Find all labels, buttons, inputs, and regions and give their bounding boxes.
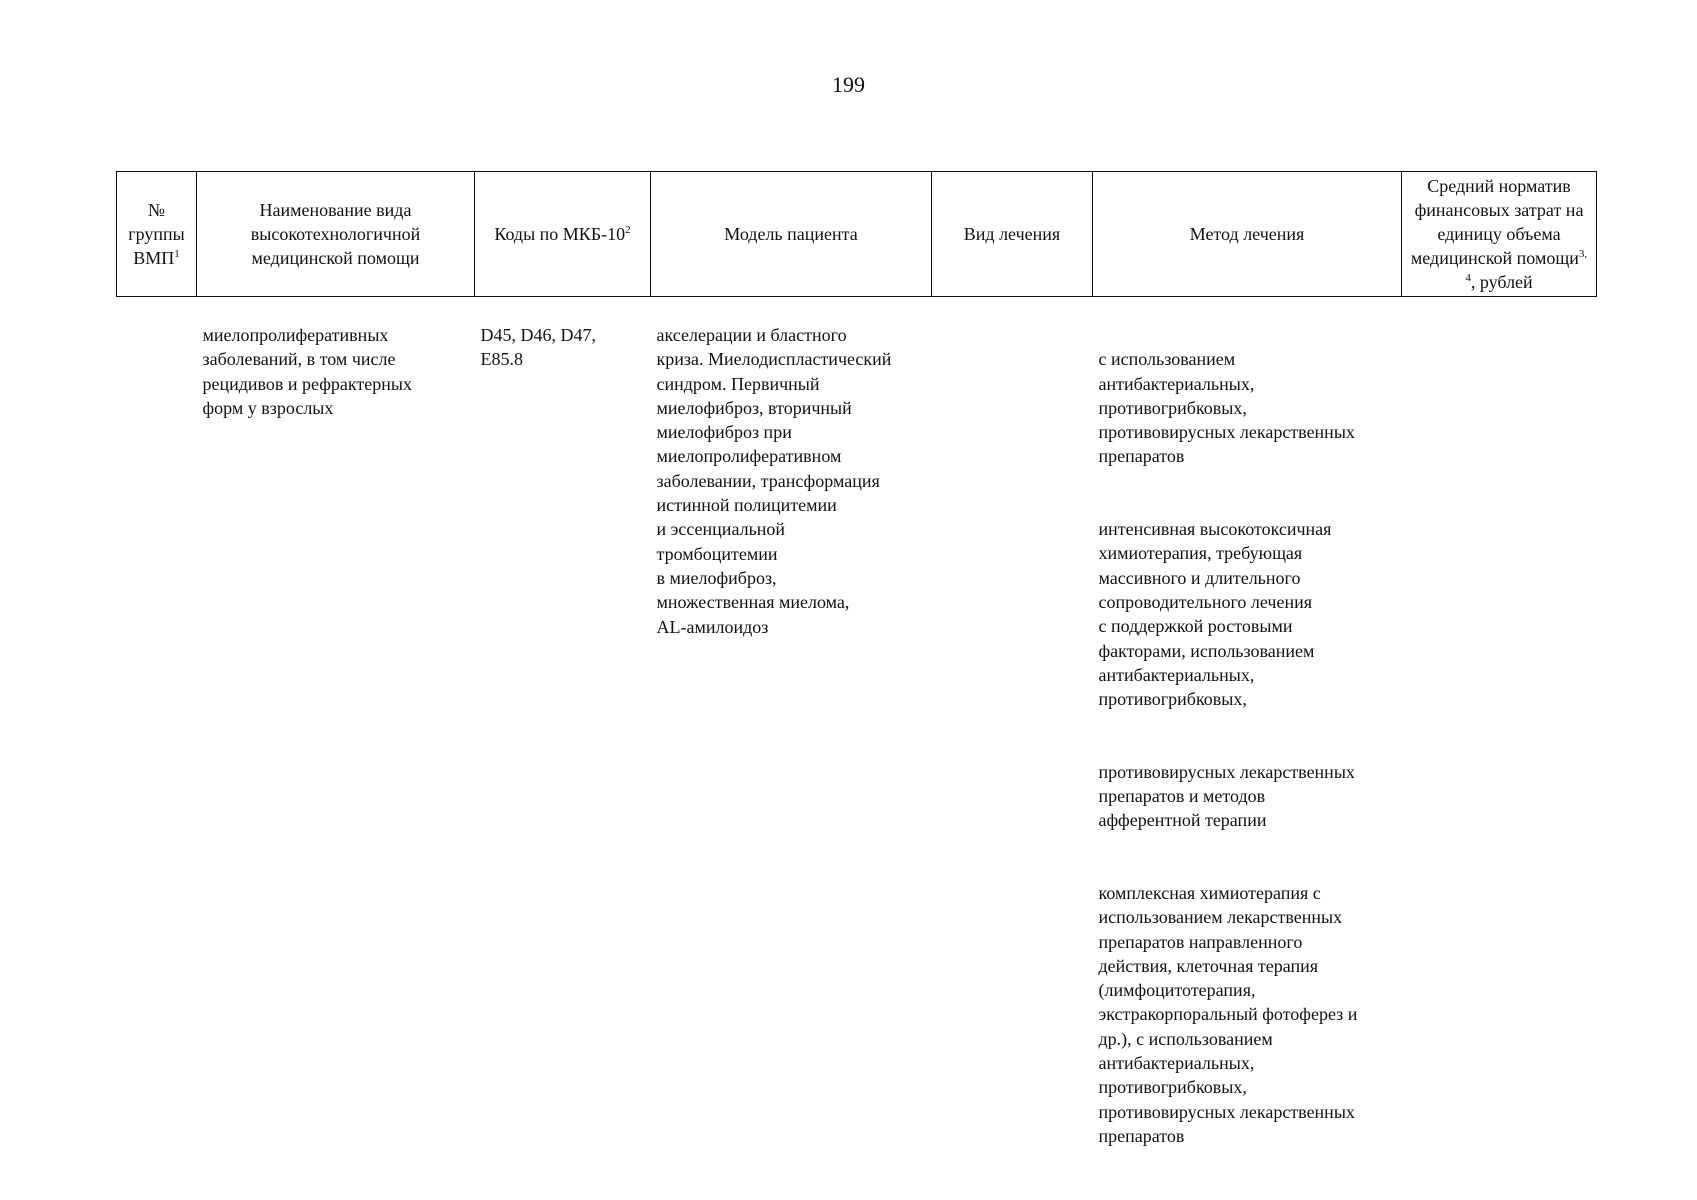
footnote-ref-3-4: 3, 4 [1465,248,1588,284]
header-icd-codes-text: Коды по МКБ-10 [494,224,626,244]
header-row [117,172,1597,297]
method-item-1: с использованием антибактериальных, противогрибковых, противовирусных лекарственных препаратов [1098,349,1355,467]
table-body [117,297,1597,1197]
cell-treatment-method [1093,297,1402,1197]
header-patient-model: Модель пациента [651,172,932,297]
header-care-type-name: Наименование вида высокотехнологичной медицинской помощи [197,172,475,297]
header-average-cost-text: Средний норматив финансовых затрат на единицу объема медицинской помощи [1410,176,1584,268]
cell-patient-model: акселерации и бластного криза. Миелодиспластический синдром. Первичный миелофиброз, вторичный миелофиброз при миелопролиферативном заболевании, трансформация истинной полицитемии и эссенциальной тромбоцитемии в миелофиброз, множественная миелома, AL-амилоидоз [656,325,892,637]
footnote-ref-1: 1 [174,248,180,260]
cell-average-cost [1402,297,1597,1197]
table-row [117,297,1597,1197]
header-treatment-type: Вид лечения [932,172,1093,297]
header-treatment-method: Метод лечения [1093,172,1402,297]
header-group-number [117,172,197,297]
footnote-ref-2: 2 [625,224,631,236]
cell-treatment-type [932,297,1093,1197]
cell-icd-codes: D45, D46, D47, E85.8 [480,325,596,370]
cell-group-number [117,297,197,1197]
header-average-cost [1402,172,1597,297]
header-icd-codes [475,172,651,297]
cell-care-type-name: миелопролиферативных заболеваний, в том числе рецидивов и рефрактерных форм у взрослых [202,325,413,418]
header-average-cost-tail: , рублей [1470,272,1533,292]
table-header [117,172,1597,297]
page-number: 199 [832,72,865,97]
method-item-3: противовирусных лекарственных препаратов и методов афферентной терапии [1098,761,1355,831]
method-item-4: комплексная химиотерапия с использованием лекарственных препаратов направленного действия, клеточная терапия (лимфоцитотерапия, экстракорпоральный фотоферез и др.), с использованием антибактериальных, противогрибковых, противовирусных лекарственных препаратов [1098,882,1358,1146]
header-group-number-line2: группы [128,224,185,244]
method-item-2: интенсивная высокотоксичная химиотерапия, требующая массивного и длительного сопроводительного лечения с поддержкой ростовыми факторами, использованием антибактериальных, противогрибковых, [1098,519,1332,710]
vmp-table [116,171,1597,1197]
header-group-number-line1: № [147,200,166,220]
header-group-number-line3: ВМП [133,248,175,268]
